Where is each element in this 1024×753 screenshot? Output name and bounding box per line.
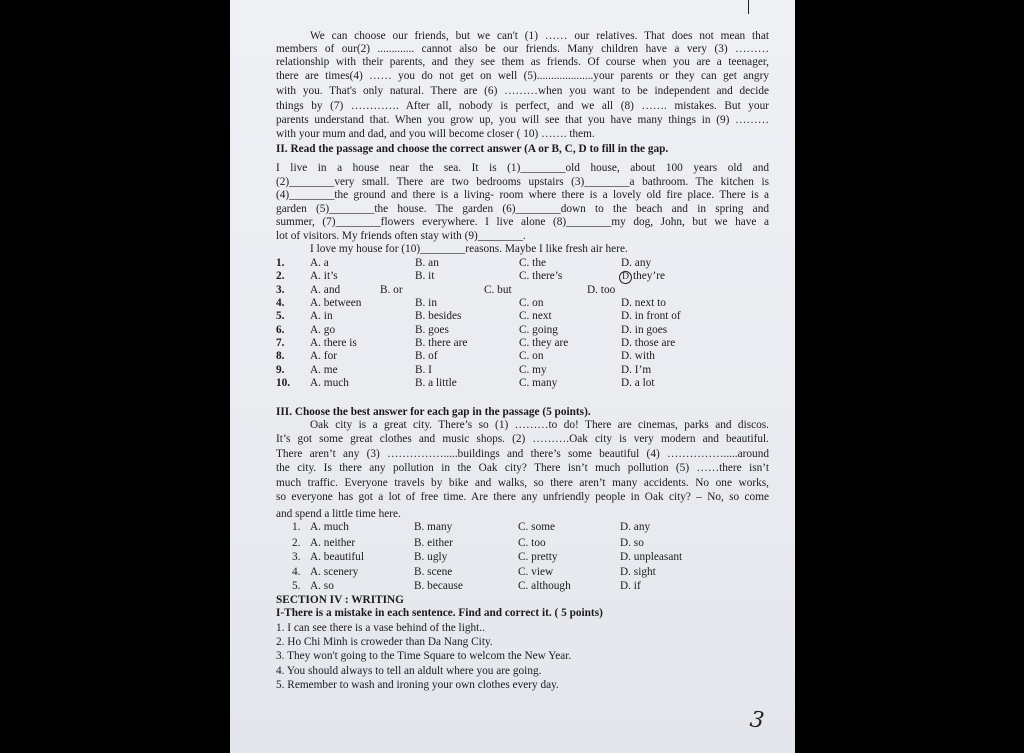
option-a: A. and: [310, 284, 341, 296]
option-b: B. either: [414, 537, 453, 549]
option-a: A. it’s: [310, 270, 338, 282]
exam-paper: [230, 0, 795, 753]
passage-line: Oak city is a great city. There’s so (1) ………to do! There are cinemas, parks and discos.: [310, 419, 769, 431]
option-b: B. many: [414, 521, 453, 533]
option-a: A. in: [310, 310, 333, 322]
option-a: A. me: [310, 364, 338, 376]
option-c: C. on: [519, 350, 544, 362]
question-number: 3.: [292, 551, 301, 563]
option-d: D. with: [621, 350, 655, 362]
question-number: 10.: [276, 377, 291, 389]
option-b: B. a little: [415, 377, 457, 389]
option-b: B. besides: [415, 310, 462, 322]
option-b: B. goes: [415, 324, 449, 336]
option-d: D. next to: [621, 297, 666, 309]
question-number: 1.: [292, 521, 301, 533]
passage-line: There aren’t any (3) …………….....buildings and there’s some beautiful (4) …………….....around: [276, 448, 769, 460]
passage-line: I live in a house near the sea. It is (1)________old house, about 100 years old and: [276, 162, 769, 174]
option-b: B. of: [415, 350, 438, 362]
option-b: B. it: [415, 270, 435, 282]
passage-line: garden (5)________the house. The garden (6)________down to the beach and in spring and: [276, 203, 769, 215]
option-d: D. sight: [620, 566, 656, 578]
passage-line: I love my house for (10)________reasons. Maybe I like fresh air here.: [310, 243, 628, 255]
option-b: B. I: [415, 364, 432, 376]
option-b: B. an: [415, 257, 439, 269]
pen-mark: [748, 0, 749, 14]
question-number: 8.: [276, 350, 285, 362]
question-number: 4.: [276, 297, 285, 309]
passage-line: with your mum and dad, and you will become closer ( 10) ……. them.: [276, 128, 595, 140]
option-d: D. too: [587, 284, 616, 296]
option-b: B. because: [414, 580, 463, 592]
circled-answer-mark: D: [619, 271, 632, 284]
question-number: 4.: [292, 566, 301, 578]
option-b: B. there are: [415, 337, 468, 349]
option-c: C. some: [518, 521, 556, 533]
passage-line: the city. Is there any pollution in the Oak city? There isn’t much pollution (5) ……there isn’t: [276, 462, 769, 474]
option-d: D. so: [620, 537, 644, 549]
option-a: A. scenery: [310, 566, 359, 578]
option-c: C. the: [519, 257, 546, 269]
passage-line: We can choose our friends, but we can't (1) …… our relatives. That does not mean that: [310, 30, 769, 42]
question-number: 5.: [292, 580, 301, 592]
option-a: A. neither: [310, 537, 356, 549]
option-a: A. between: [310, 297, 362, 309]
option-c: C. they are: [519, 337, 569, 349]
question-number: 1.: [276, 257, 285, 269]
writing-item: 3. They won't going to the Time Square to welcom the New Year.: [276, 650, 572, 662]
passage-line: with you. That's only natural. There are (6) ………when you want to be independent and decide: [276, 85, 769, 97]
passage-line: so everyone has got a lot of free time. Are there any unfriendly people in Oak city? – No, so come: [276, 491, 769, 503]
option-c: C. pretty: [518, 551, 558, 563]
option-c: C. but: [484, 284, 512, 296]
option-c: C. next: [519, 310, 552, 322]
option-c: C. too: [518, 537, 546, 549]
writing-item: 1. I can see there is a vase behind of the light..: [276, 622, 485, 634]
section-3-heading: III. Choose the best answer for each gap in the passage (5 points).: [276, 406, 591, 418]
section-4-subheading: I-There is a mistake in each sentence. Find and correct it. ( 5 points): [276, 607, 603, 619]
writing-item: 2. Ho Chi Minh is croweder than Da Nang City.: [276, 636, 493, 648]
passage-line: things by (7) …………. After all, nobody is perfect, and we all (8) ……. mistakes. But your: [276, 100, 769, 112]
option-c: C. although: [518, 580, 571, 592]
option-b: B. scene: [414, 566, 453, 578]
question-number: 9.: [276, 364, 285, 376]
passage-line: parents understand that. When you grow up, you will see that you have many things in (9) ………: [276, 114, 769, 126]
passage-line: It’s got some great clothes and music shops. (2) ……….Oak city is very modern and beautiful.: [276, 433, 769, 445]
question-number: 2.: [276, 270, 285, 282]
option-a: A. go: [310, 324, 336, 336]
section-4-heading: SECTION IV : WRITING: [276, 594, 404, 606]
option-b: B. in: [415, 297, 437, 309]
option-b: B. or: [380, 284, 403, 296]
passage-line: (2)________very small. There are two bedrooms upstairs (3)________a bathroom. The kitchen is: [276, 176, 769, 188]
passage-line: much traffic. Everyone travels by bike and walks, so there aren’t many accidents. No one works,: [276, 477, 769, 489]
option-d: D. any: [621, 257, 652, 269]
option-d: D. those are: [621, 337, 676, 349]
option-c: C. many: [519, 377, 558, 389]
passage-line: relationship with their parents, and they see them as friends. Of course when you are a teenager,: [276, 56, 769, 68]
option-c: C. my: [519, 364, 547, 376]
question-number: 5.: [276, 310, 285, 322]
option-d: D. any: [620, 521, 651, 533]
handwritten-page-mark: 3: [748, 707, 766, 734]
question-number: 2.: [292, 537, 301, 549]
option-d: D. I’m: [621, 364, 652, 376]
option-c: C. there’s: [519, 270, 563, 282]
option-c: C. going: [519, 324, 558, 336]
section-2-heading: II. Read the passage and choose the correct answer (A or B, C, D to fill in the gap.: [276, 143, 669, 155]
option-a: A. much: [310, 377, 349, 389]
question-number: 3.: [276, 284, 285, 296]
passage-line: summer, (7)________flowers everywhere. I live alone (8)________my dog, John, but we have a: [276, 216, 769, 228]
writing-item: 4. You should always to tell an aldult where you are going.: [276, 665, 542, 677]
option-d: D. in front of: [621, 310, 681, 322]
option-a: A. so: [310, 580, 334, 592]
passage-line: (4)________the ground and there is a living- room where there is a lovely old fire place. There is a: [276, 189, 769, 201]
option-a: A. there is: [310, 337, 357, 349]
option-d: D. unpleasant: [620, 551, 683, 563]
passage-line: there are times(4) …… you do not get on well (5)....................your parents or they can get angry: [276, 70, 769, 82]
option-c: C. view: [518, 566, 554, 578]
writing-item: 5. Remember to wash and ironing your own clothes every day.: [276, 679, 559, 691]
option-d: D. a lot: [621, 377, 655, 389]
option-d: D. if: [620, 580, 641, 592]
question-number: 7.: [276, 337, 285, 349]
passage-line: and spend a little time here.: [276, 508, 401, 520]
option-a: A. beautiful: [310, 551, 364, 563]
option-b: B. ugly: [414, 551, 448, 563]
passage-line: members of our(2) ............. cannot also be our friends. Many children have a very (3) ………: [276, 43, 769, 55]
option-d: D. in goes: [621, 324, 668, 336]
option-a: A. a: [310, 257, 329, 269]
question-number: 6.: [276, 324, 285, 336]
option-c: C. on: [519, 297, 544, 309]
option-a: A. much: [310, 521, 349, 533]
passage-line: lot of visitors. My friends often stay with (9)________.: [276, 230, 526, 242]
option-d-selected: D they’re: [619, 270, 665, 284]
option-a: A. for: [310, 350, 337, 362]
